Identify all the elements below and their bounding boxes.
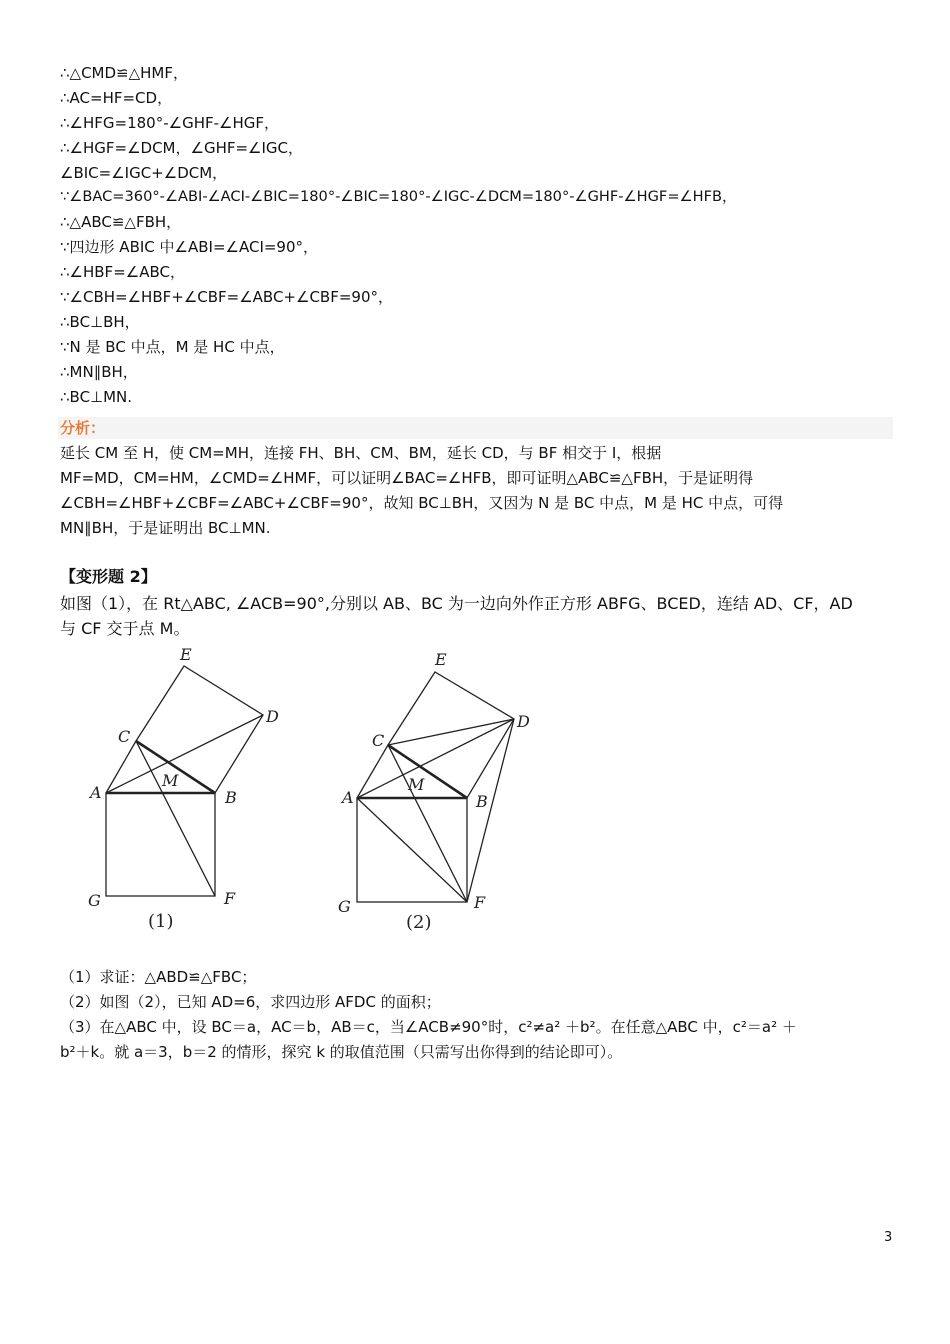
questions-block <box>60 965 900 1065</box>
proof-line: ∴AC=HF=CD， <box>60 88 173 107</box>
label-a: A <box>90 783 102 802</box>
analysis-line: MN∥BH，于是证明出 BC⊥MN. <box>60 519 271 537</box>
label-e: E <box>180 645 192 664</box>
question-line: （2）如图（2），已知 AD=6，求四边形 AFDC 的面积； <box>60 993 441 1011</box>
proof-line: ∵∠BAC=360°-∠ABI-∠ACI-∠BIC=180°-∠BIC=180°-∠IGC-∠DCM=180°-∠GHF-∠HGF=∠HFB， <box>60 188 737 206</box>
page-number: 3 <box>884 1230 893 1245</box>
proof-line: ∵四边形 ABIC 中∠ABI=∠ACI=90°， <box>60 238 319 257</box>
segment-cf <box>388 745 467 902</box>
proof-line: ∵N 是 BC 中点，M 是 HC 中点， <box>60 337 285 356</box>
figure-2 <box>357 672 514 902</box>
label-c: C <box>372 731 385 750</box>
problem-line: 与 CF 交于点 M。 <box>60 619 190 638</box>
label-a: A <box>342 788 354 807</box>
proof-line: ∴BC⊥BH， <box>60 312 140 331</box>
segment-cb <box>388 745 467 798</box>
problem-line: 如图（1），在 Rt△ABC, ∠ACB=90°,分别以 AB、BC 为一边向外作正方形 ABFG、BCED，连结 AD、CF，AD <box>60 594 853 613</box>
square-bced <box>388 672 514 798</box>
question-line: （3）在△ABC 中，设 BC＝a，AC＝b，AB＝c，当∠ACB≠90°时，c²≠a² ＋b²。在任意△ABC 中，c²＝a² ＋ <box>60 1018 797 1036</box>
label-g: G <box>338 897 351 916</box>
proof-line: ∴△CMD≌△HMF， <box>60 64 188 82</box>
segment-af <box>357 798 467 902</box>
figure-2-caption: (2) <box>406 912 432 933</box>
variant-title: 【变形题 2】 <box>60 567 157 586</box>
figure-1 <box>106 666 263 896</box>
label-c: C <box>118 727 131 746</box>
figure-1-caption: (1) <box>148 911 174 932</box>
label-g: G <box>88 891 101 910</box>
proof-line: ∴∠HGF=∠DCM，∠GHF=∠IGC， <box>60 138 304 157</box>
proof-line: ∴∠HFG=180°-∠GHF-∠HGF， <box>60 113 280 132</box>
label-d: D <box>266 707 279 726</box>
figure-1-labels <box>88 645 279 910</box>
figure-2-labels <box>338 650 530 916</box>
label-b: B <box>225 788 237 807</box>
label-f: F <box>474 893 486 912</box>
proof-line: ∠BIC=∠IGC+∠DCM， <box>60 163 228 182</box>
label-d: D <box>517 712 530 731</box>
proof-line: ∵∠CBH=∠HBF+∠CBF=∠ABC+∠CBF=90°， <box>60 288 393 307</box>
analysis-line: MF=MD，CM=HM，∠CMD=∠HMF，可以证明∠BAC=∠HFB，即可证明△ABC≌△FBH，于是证明得 <box>60 469 754 487</box>
analysis-label: 分析： <box>60 419 106 437</box>
question-line: （1）求证：△ABD≌△FBC； <box>60 968 257 986</box>
label-e: E <box>435 650 447 669</box>
analysis-line: 延长 CM 至 H，使 CM=MH，连接 FH、BH、CM、BM，延长 CD，与 BF 相交于 I，根据 <box>60 444 662 462</box>
proof-line: ∴BC⊥MN. <box>60 387 133 406</box>
proof-line: ∴∠HBF=∠ABC， <box>60 263 185 282</box>
question-line: b²＋k。就 a＝3，b＝2 的情形，探究 k 的取值范围（只需写出你得到的结论即可）。 <box>60 1043 623 1061</box>
proof-line: ∴MN∥BH， <box>60 362 138 381</box>
segment-cd <box>388 719 514 745</box>
analysis-line: ∠CBH=∠HBF+∠CBF=∠ABC+∠CBF=90°，故知 BC⊥BH，又因为 N 是 BC 中点，M 是 HC 中点，可得 <box>60 494 784 512</box>
label-m: M <box>162 771 179 790</box>
segment-cf <box>136 741 215 896</box>
label-f: F <box>224 889 236 908</box>
square-abfg <box>106 793 215 896</box>
label-b: B <box>476 792 488 811</box>
label-m: M <box>408 775 425 794</box>
proof-line: ∴△ABC≌△FBH， <box>60 213 182 232</box>
square-bced <box>136 666 263 793</box>
segment-df <box>467 719 514 902</box>
